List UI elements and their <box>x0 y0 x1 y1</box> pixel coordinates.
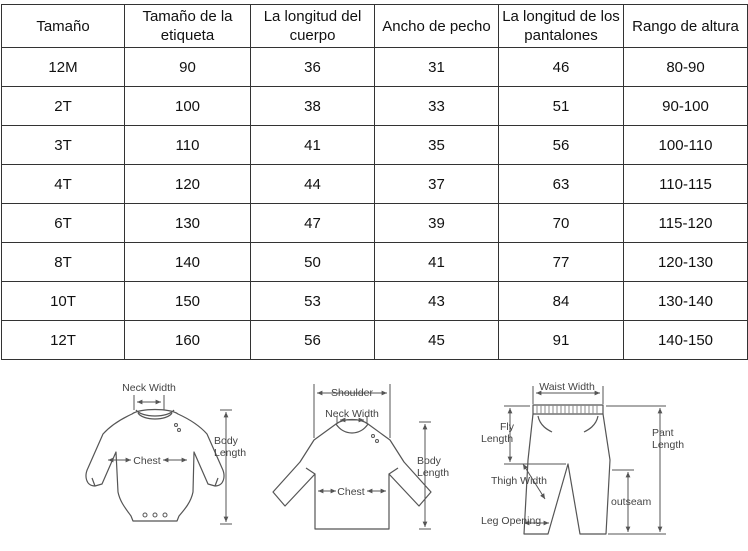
shirt-body-length-label-2: Length <box>417 467 450 479</box>
cell-pants-length: 77 <box>499 243 624 282</box>
cell-label-size: 150 <box>125 282 251 321</box>
table-row <box>2 165 748 204</box>
shirt-outline <box>273 420 431 530</box>
cell-pants-length: 70 <box>499 204 624 243</box>
shirt-body-length-label: Body <box>417 455 441 467</box>
pants-thigh-width-label: Thigh Width <box>491 475 548 487</box>
bodysuit-body-length-label: Body <box>214 435 238 447</box>
table-row <box>2 48 748 87</box>
cell-label-size: 110 <box>125 126 251 165</box>
cell-label-size: 120 <box>125 165 251 204</box>
cell-label-size: 140 <box>125 243 251 282</box>
bodysuit-snaps <box>143 424 181 518</box>
header-body-length: La longitud del cuerpo <box>251 5 375 48</box>
bodysuit-chest-label: Chest <box>133 455 161 467</box>
size-chart-table <box>1 4 748 360</box>
cell-height-range: 90-100 <box>624 87 748 126</box>
cell-body-length: 44 <box>251 165 375 204</box>
cell-pants-length: 91 <box>499 321 624 360</box>
cell-chest-width: 41 <box>375 243 499 282</box>
cell-size: 6T <box>2 204 125 243</box>
cell-height-range: 120-130 <box>624 243 748 282</box>
table-row <box>2 87 748 126</box>
cell-pants-length: 51 <box>499 87 624 126</box>
cell-size: 12T <box>2 321 125 360</box>
shirt-chest-label: Chest <box>337 486 365 498</box>
cell-label-size: 90 <box>125 48 251 87</box>
cell-pants-length: 46 <box>499 48 624 87</box>
cell-body-length: 38 <box>251 87 375 126</box>
cell-chest-width: 35 <box>375 126 499 165</box>
cell-pants-length: 56 <box>499 126 624 165</box>
shirt-shoulder-label: Shoulder <box>330 387 374 399</box>
bodysuit-body-length-label-2: Length <box>214 447 247 459</box>
shirt-diagram <box>273 384 449 529</box>
cell-chest-width: 33 <box>375 87 499 126</box>
cell-body-length: 53 <box>251 282 375 321</box>
cell-pants-length: 84 <box>499 282 624 321</box>
header-height-range: Rango de altura <box>624 5 748 48</box>
pants-outseam-label: outseam <box>611 496 652 508</box>
cell-height-range: 130-140 <box>624 282 748 321</box>
cell-chest-width: 37 <box>375 165 499 204</box>
cell-size: 2T <box>2 87 125 126</box>
cell-height-range: 140-150 <box>624 321 748 360</box>
cell-label-size: 160 <box>125 321 251 360</box>
cell-height-range: 100-110 <box>624 126 748 165</box>
cell-size: 3T <box>2 126 125 165</box>
cell-height-range: 80-90 <box>624 48 748 87</box>
cell-pants-length: 63 <box>499 165 624 204</box>
cell-chest-width: 45 <box>375 321 499 360</box>
table-row <box>2 243 748 282</box>
cell-height-range: 110-115 <box>624 165 748 204</box>
cell-chest-width: 31 <box>375 48 499 87</box>
measurement-diagrams <box>0 372 748 551</box>
header-label-size: Tamaño de la etiqueta <box>125 5 251 48</box>
cell-body-length: 36 <box>251 48 375 87</box>
cell-chest-width: 39 <box>375 204 499 243</box>
header-size: Tamaño <box>2 5 125 48</box>
pants-waistband-stripes <box>537 405 597 414</box>
table-row <box>2 204 748 243</box>
cell-body-length: 50 <box>251 243 375 282</box>
cell-size: 12M <box>2 48 125 87</box>
cell-size: 8T <box>2 243 125 282</box>
cell-body-length: 56 <box>251 321 375 360</box>
header-pants-length: La longitud de los pantalones <box>499 5 624 48</box>
cell-height-range: 115-120 <box>624 204 748 243</box>
table-row <box>2 126 748 165</box>
cell-label-size: 100 <box>125 87 251 126</box>
pants-fly-length-label-2: Length <box>481 433 514 445</box>
table-row <box>2 321 748 360</box>
bodysuit-diagram <box>86 382 246 524</box>
shirt-neck-width-label: Neck Width <box>325 408 379 420</box>
cell-body-length: 47 <box>251 204 375 243</box>
table-row <box>2 282 748 321</box>
bodysuit-measure-lines <box>108 395 232 524</box>
pants-waist-width-label: Waist Width <box>539 381 595 393</box>
pants-leg-opening-label: Leg Opening <box>481 515 542 527</box>
cell-size: 4T <box>2 165 125 204</box>
table-header-row <box>2 5 748 48</box>
pants-diagram <box>481 381 684 534</box>
measurement-diagrams-svg <box>0 372 748 551</box>
header-chest-width: Ancho de pecho <box>375 5 499 48</box>
pants-pant-length-label-2: Length <box>652 439 685 451</box>
pants-fly-length-label: Fly <box>500 421 514 433</box>
pants-pant-length-label: Pant <box>652 427 674 439</box>
cell-label-size: 130 <box>125 204 251 243</box>
cell-size: 10T <box>2 282 125 321</box>
bodysuit-neck-width-label: Neck Width <box>122 382 176 394</box>
cell-body-length: 41 <box>251 126 375 165</box>
shirt-measure-lines <box>314 384 431 529</box>
shirt-buttons <box>372 435 379 443</box>
cell-chest-width: 43 <box>375 282 499 321</box>
